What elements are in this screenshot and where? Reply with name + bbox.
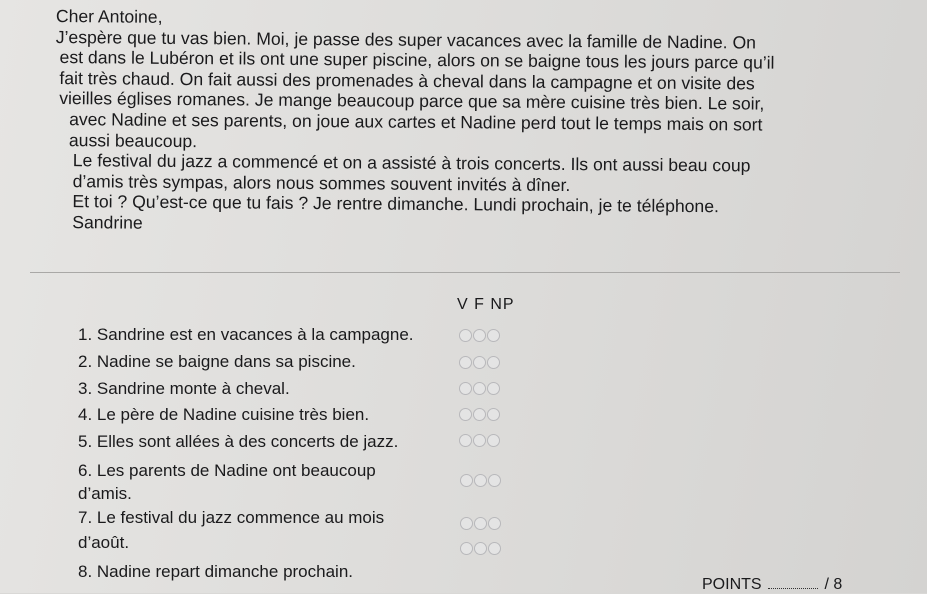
option-f[interactable]	[474, 542, 487, 555]
answer-options-8[interactable]	[460, 542, 501, 555]
letter-line: avec Nadine et ses parents, on joue aux cartes et Nadine perd tout le temps mais on sort	[69, 109, 763, 135]
score-line	[702, 576, 842, 594]
option-v[interactable]	[459, 434, 472, 447]
answer-options-6[interactable]	[460, 474, 501, 487]
letter-salutation: Cher Antoine,	[55, 6, 163, 27]
question-6: 6. Les parents de Nadine ont beaucoup	[78, 461, 376, 480]
section-divider	[30, 272, 900, 273]
letter-line: est dans le Lubéron et ils ont une super piscine, alors on se baigne tous les jours parce qu’il	[59, 47, 775, 73]
points-total: / 8	[824, 576, 843, 593]
option-v[interactable]	[459, 408, 472, 421]
option-f[interactable]	[473, 434, 486, 447]
option-f[interactable]	[473, 408, 486, 421]
option-np[interactable]	[487, 329, 500, 342]
option-np[interactable]	[488, 517, 501, 530]
points-label: POINTS	[702, 576, 762, 593]
answer-options-3[interactable]	[459, 382, 500, 395]
option-v[interactable]	[460, 517, 473, 530]
option-f[interactable]	[474, 474, 487, 487]
option-f[interactable]	[473, 329, 486, 342]
option-np[interactable]	[487, 408, 500, 421]
question-1: 1. Sandrine est en vacances à la campagne.	[78, 325, 414, 344]
option-np[interactable]	[488, 542, 501, 555]
answer-options-1[interactable]	[459, 329, 500, 342]
score-blank[interactable]	[768, 588, 818, 589]
option-np[interactable]	[488, 474, 501, 487]
letter-text	[54, 6, 916, 239]
option-v[interactable]	[459, 356, 472, 369]
letter-line: vieilles églises romanes. Je mange beaucoup parce que sa mère cuisine très bien. Le soir,	[59, 88, 765, 114]
option-v[interactable]	[459, 329, 472, 342]
option-v[interactable]	[460, 474, 473, 487]
letter-line: aussi beaucoup.	[68, 129, 198, 151]
letter-line: Et toi ? Qu’est-ce que tu fais ? Je rentre dimanche. Lundi prochain, je te téléphone.	[72, 191, 720, 217]
option-f[interactable]	[473, 382, 486, 395]
question-8: 8. Nadine repart dimanche prochain.	[78, 562, 353, 581]
option-f[interactable]	[474, 517, 487, 530]
question-6-continued: d’amis.	[78, 484, 132, 503]
letter-signature: Sandrine	[72, 212, 143, 233]
letter-line: Le festival du jazz a commencé et on a assisté à trois concerts. Ils ont aussi beau coup	[72, 150, 751, 176]
option-v[interactable]	[460, 542, 473, 555]
answer-columns-header: V F NP	[457, 296, 515, 313]
option-v[interactable]	[459, 382, 472, 395]
question-7-continued: d’août.	[78, 533, 130, 552]
question-4: 4. Le père de Nadine cuisine très bien.	[78, 405, 370, 424]
answer-options-2[interactable]	[459, 356, 500, 369]
answer-options-4[interactable]	[459, 408, 500, 421]
option-np[interactable]	[487, 434, 500, 447]
letter-line: J’espère que tu vas bien. Moi, je passe des super vacances avec la famille de Nadine. On	[55, 26, 757, 53]
answer-options-5[interactable]	[459, 434, 500, 447]
question-7: 7. Le festival du jazz commence au mois	[78, 508, 385, 527]
answer-options-7[interactable]	[460, 517, 501, 530]
question-3: 3. Sandrine monte à cheval.	[78, 379, 290, 398]
question-2: 2. Nadine se baigne dans sa piscine.	[78, 352, 356, 371]
option-np[interactable]	[487, 382, 500, 395]
letter-line: d’amis très sympas, alors nous sommes souvent invités à dîner.	[72, 170, 571, 195]
option-f[interactable]	[473, 356, 486, 369]
option-np[interactable]	[487, 356, 500, 369]
question-5: 5. Elles sont allées à des concerts de jazz.	[78, 432, 399, 451]
letter-line: fait très chaud. On fait aussi des promenades à cheval dans la campagne et on visite des	[59, 67, 755, 94]
